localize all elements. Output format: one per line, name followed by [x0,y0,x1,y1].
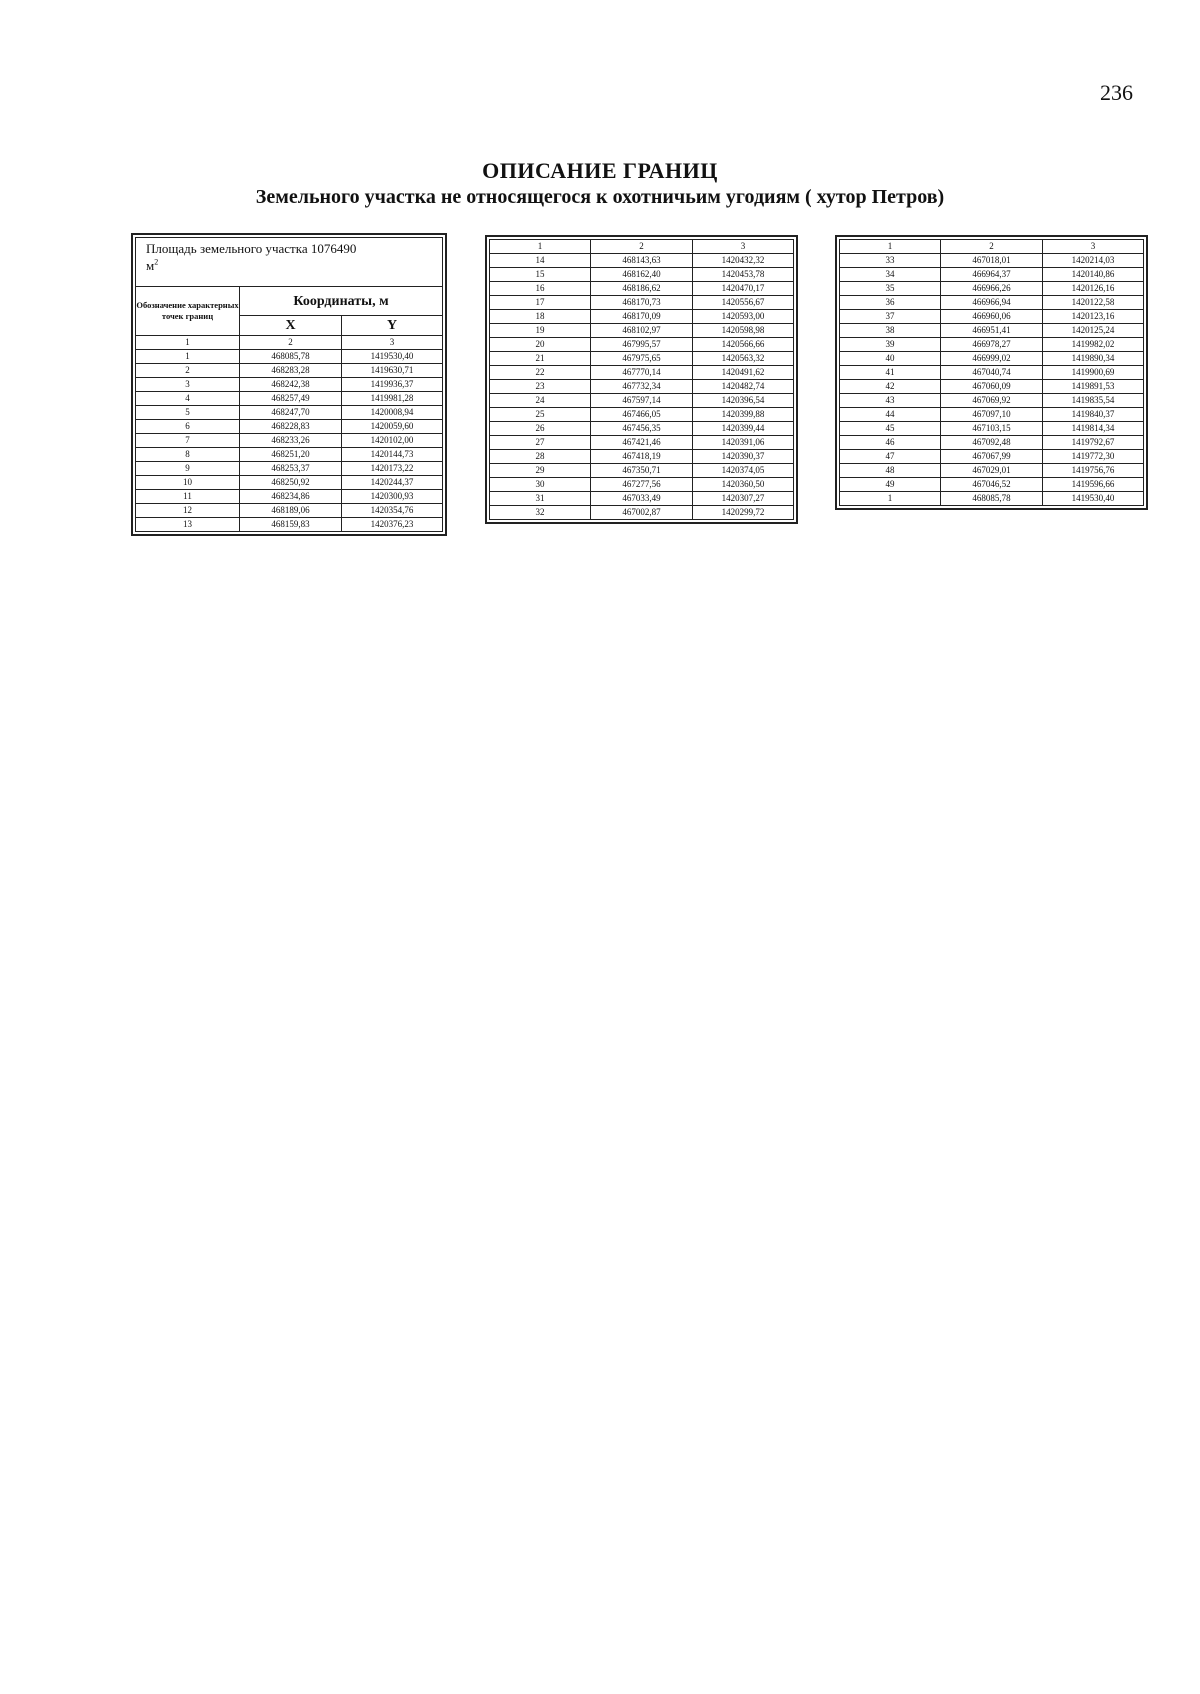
x-coordinate-cell: 467770,14 [591,366,693,380]
y-coordinate-cell: 1420470,17 [693,282,794,296]
y-header: Y [342,316,443,336]
y-coordinate-cell: 1419981,28 [342,392,443,406]
table-row [490,296,794,310]
x-coordinate-cell: 467350,71 [591,464,693,478]
table-row [840,422,1144,436]
x-coordinate-cell: 467092,48 [941,436,1043,450]
coordinates-table-3 [839,239,1144,506]
point-number-cell: 41 [840,366,941,380]
coordinates-table-1 [135,237,443,532]
table-row [136,420,443,434]
x-coordinate-cell: 467103,15 [941,422,1043,436]
column-number: 1 [136,336,240,350]
point-number-cell: 3 [136,378,240,392]
table-row [490,338,794,352]
table-row [136,518,443,532]
point-number-cell: 26 [490,422,591,436]
table-row [840,338,1144,352]
x-coordinate-cell: 467277,56 [591,478,693,492]
table-row [840,310,1144,324]
area-unit-superscript: 2 [154,257,159,267]
x-coordinate-cell: 466999,02 [941,352,1043,366]
point-number-cell: 17 [490,296,591,310]
y-coordinate-cell: 1419792,67 [1043,436,1144,450]
x-coordinate-cell: 467033,49 [591,492,693,506]
table-row [490,394,794,408]
y-coordinate-cell: 1420563,32 [693,352,794,366]
x-coordinate-cell: 467975,65 [591,352,693,366]
point-number-cell: 8 [136,448,240,462]
y-coordinate-cell: 1420214,03 [1043,254,1144,268]
point-number-cell: 37 [840,310,941,324]
column-number: 1 [490,240,591,254]
point-number-cell: 9 [136,462,240,476]
table-row [490,366,794,380]
point-number-cell: 36 [840,296,941,310]
x-coordinate-cell: 468257,49 [240,392,342,406]
table-row [490,408,794,422]
y-coordinate-cell: 1420125,24 [1043,324,1144,338]
x-coordinate-cell: 467040,74 [941,366,1043,380]
x-header: X [240,316,342,336]
x-coordinate-cell: 468085,78 [240,350,342,364]
y-coordinate-cell: 1419982,02 [1043,338,1144,352]
y-coordinate-cell: 1420566,66 [693,338,794,352]
y-coordinate-cell: 1419835,54 [1043,394,1144,408]
table-row [840,436,1144,450]
point-number-cell: 35 [840,282,941,296]
x-coordinate-cell: 468085,78 [941,492,1043,506]
table-row [490,506,794,520]
x-coordinate-cell: 467732,34 [591,380,693,394]
point-number-cell: 31 [490,492,591,506]
x-coordinate-cell: 467069,92 [941,394,1043,408]
x-coordinate-cell: 468228,83 [240,420,342,434]
table-row [490,268,794,282]
x-coordinate-cell: 468189,06 [240,504,342,518]
table-row [136,364,443,378]
area-label: Площадь земельного участка 1076490 [146,241,357,256]
y-coordinate-cell: 1420593,00 [693,310,794,324]
point-number-cell: 5 [136,406,240,420]
y-coordinate-cell: 1419630,71 [342,364,443,378]
x-coordinate-cell: 467421,46 [591,436,693,450]
y-coordinate-cell: 1420144,73 [342,448,443,462]
x-coordinate-cell: 466978,27 [941,338,1043,352]
y-coordinate-cell: 1420482,74 [693,380,794,394]
table-row [840,478,1144,492]
y-coordinate-cell: 1420360,50 [693,478,794,492]
y-coordinate-cell: 1420300,93 [342,490,443,504]
point-label-header: Обозначение характерных точек границ [136,287,240,336]
table-row [840,324,1144,338]
x-coordinate-cell: 467466,05 [591,408,693,422]
y-coordinate-cell: 1420307,27 [693,492,794,506]
table-row [840,296,1144,310]
y-coordinate-cell: 1419891,53 [1043,380,1144,394]
point-number-cell: 20 [490,338,591,352]
column-number: 1 [840,240,941,254]
y-coordinate-cell: 1420399,88 [693,408,794,422]
point-number-cell: 6 [136,420,240,434]
point-number-cell: 12 [136,504,240,518]
table-row [840,380,1144,394]
x-coordinate-cell: 467018,01 [941,254,1043,268]
y-coordinate-cell: 1420399,44 [693,422,794,436]
x-coordinate-cell: 468233,26 [240,434,342,448]
point-number-cell: 33 [840,254,941,268]
x-coordinate-cell: 467995,57 [591,338,693,352]
point-number-cell: 14 [490,254,591,268]
coords-header-row [136,287,443,316]
x-coordinate-cell: 467029,01 [941,464,1043,478]
x-coordinate-cell: 467418,19 [591,450,693,464]
table-row [840,450,1144,464]
y-coordinate-cell: 1420432,32 [693,254,794,268]
x-coordinate-cell: 467597,14 [591,394,693,408]
table-row [136,406,443,420]
point-number-cell: 10 [136,476,240,490]
point-number-cell: 1 [136,350,240,364]
table-row [490,464,794,478]
point-number-cell: 11 [136,490,240,504]
y-coordinate-cell: 1420126,16 [1043,282,1144,296]
column-number-row [136,336,443,350]
y-coordinate-cell: 1420453,78 [693,268,794,282]
point-number-cell: 44 [840,408,941,422]
y-coordinate-cell: 1420123,16 [1043,310,1144,324]
table-row [490,492,794,506]
x-coordinate-cell: 467046,52 [941,478,1043,492]
area-unit: м [146,258,155,273]
y-coordinate-cell: 1419900,69 [1043,366,1144,380]
x-coordinate-cell: 467067,99 [941,450,1043,464]
x-coordinate-cell: 467097,10 [941,408,1043,422]
point-number-cell: 46 [840,436,941,450]
point-number-cell: 22 [490,366,591,380]
point-number-cell: 34 [840,268,941,282]
x-coordinate-cell: 468186,62 [591,282,693,296]
x-coordinate-cell: 467002,87 [591,506,693,520]
area-cell [136,238,443,287]
table-row [840,254,1144,268]
table-row [136,392,443,406]
x-coordinate-cell: 468162,40 [591,268,693,282]
column-number: 3 [342,336,443,350]
y-coordinate-cell: 1419772,30 [1043,450,1144,464]
y-coordinate-cell: 1420173,22 [342,462,443,476]
table-row [136,378,443,392]
x-coordinate-cell: 466964,37 [941,268,1043,282]
point-number-cell: 38 [840,324,941,338]
y-coordinate-cell: 1420374,05 [693,464,794,478]
x-coordinate-cell: 468247,70 [240,406,342,420]
point-number-cell: 18 [490,310,591,324]
point-number-cell: 16 [490,282,591,296]
table-row [490,254,794,268]
x-coordinate-cell: 466960,06 [941,310,1043,324]
table-row [490,324,794,338]
table-row [840,268,1144,282]
point-number-cell: 39 [840,338,941,352]
column-number-row [840,240,1144,254]
table-row [136,504,443,518]
x-coordinate-cell: 468102,97 [591,324,693,338]
table-row [490,450,794,464]
x-coordinate-cell: 466966,94 [941,296,1043,310]
table-row [490,422,794,436]
table-row [840,394,1144,408]
y-coordinate-cell: 1419814,34 [1043,422,1144,436]
y-coordinate-cell: 1419936,37 [342,378,443,392]
column-number: 3 [693,240,794,254]
y-coordinate-cell: 1420354,76 [342,504,443,518]
x-coordinate-cell: 468250,92 [240,476,342,490]
y-coordinate-cell: 1419530,40 [1043,492,1144,506]
x-coordinate-cell: 466951,41 [941,324,1043,338]
x-coordinate-cell: 468234,86 [240,490,342,504]
point-number-cell: 25 [490,408,591,422]
y-coordinate-cell: 1420390,37 [693,450,794,464]
y-coordinate-cell: 1420059,60 [342,420,443,434]
point-number-cell: 42 [840,380,941,394]
area-row [136,238,443,287]
y-coordinate-cell: 1419756,76 [1043,464,1144,478]
table-row [840,408,1144,422]
x-coordinate-cell: 467060,09 [941,380,1043,394]
point-number-cell: 28 [490,450,591,464]
x-coordinate-cell: 468170,09 [591,310,693,324]
point-number-cell: 1 [840,492,941,506]
point-number-cell: 49 [840,478,941,492]
table-row [490,352,794,366]
table-row [136,490,443,504]
document-title: ОПИСАНИЕ ГРАНИЦ [482,158,718,183]
y-coordinate-cell: 1420140,86 [1043,268,1144,282]
x-coordinate-cell: 467456,35 [591,422,693,436]
point-number-cell: 40 [840,352,941,366]
y-coordinate-cell: 1420008,94 [342,406,443,420]
point-number-cell: 30 [490,478,591,492]
point-number-cell: 23 [490,380,591,394]
y-coordinate-cell: 1420396,54 [693,394,794,408]
column-number: 2 [941,240,1043,254]
point-number-cell: 4 [136,392,240,406]
table-row [840,464,1144,478]
y-coordinate-cell: 1420376,23 [342,518,443,532]
y-coordinate-cell: 1420299,72 [693,506,794,520]
point-number-cell: 2 [136,364,240,378]
point-number-cell: 45 [840,422,941,436]
table-row [136,434,443,448]
coordinates-table-2 [489,239,794,520]
point-number-cell: 43 [840,394,941,408]
y-coordinate-cell: 1420102,00 [342,434,443,448]
column-number: 3 [1043,240,1144,254]
point-number-cell: 27 [490,436,591,450]
coordinates-header: Координаты, м [240,287,443,316]
x-coordinate-cell: 468170,73 [591,296,693,310]
x-coordinate-cell: 468253,37 [240,462,342,476]
column-number: 2 [240,336,342,350]
point-number-cell: 15 [490,268,591,282]
point-number-cell: 24 [490,394,591,408]
table-row [490,380,794,394]
column-number-row [490,240,794,254]
point-number-cell: 48 [840,464,941,478]
point-number-cell: 47 [840,450,941,464]
y-coordinate-cell: 1420244,37 [342,476,443,490]
y-coordinate-cell: 1419890,34 [1043,352,1144,366]
y-coordinate-cell: 1420598,98 [693,324,794,338]
y-coordinate-cell: 1419596,66 [1043,478,1144,492]
point-number-cell: 19 [490,324,591,338]
point-number-cell: 21 [490,352,591,366]
table-row [136,462,443,476]
table-row [136,476,443,490]
x-coordinate-cell: 468251,20 [240,448,342,462]
y-coordinate-cell: 1420556,67 [693,296,794,310]
point-number-cell: 7 [136,434,240,448]
table-row [840,282,1144,296]
table-row [490,478,794,492]
point-number-cell: 13 [136,518,240,532]
x-coordinate-cell: 466966,26 [941,282,1043,296]
point-number-cell: 29 [490,464,591,478]
table-row [840,366,1144,380]
page-number: 236 [1100,80,1133,105]
table-row [840,492,1144,506]
document-subtitle: Земельного участка не относящегося к охотничьим угодиям ( хутор Петров) [255,186,945,208]
y-coordinate-cell: 1419840,37 [1043,408,1144,422]
x-coordinate-cell: 468283,28 [240,364,342,378]
table-row [840,352,1144,366]
y-coordinate-cell: 1420491,62 [693,366,794,380]
y-coordinate-cell: 1419530,40 [342,350,443,364]
table-row [136,350,443,364]
x-coordinate-cell: 468242,38 [240,378,342,392]
table-row [490,310,794,324]
table-row [490,282,794,296]
point-number-cell: 32 [490,506,591,520]
x-coordinate-cell: 468159,83 [240,518,342,532]
y-coordinate-cell: 1420391,06 [693,436,794,450]
table-row [490,436,794,450]
column-number: 2 [591,240,693,254]
y-coordinate-cell: 1420122,58 [1043,296,1144,310]
table-row [136,448,443,462]
x-coordinate-cell: 468143,63 [591,254,693,268]
